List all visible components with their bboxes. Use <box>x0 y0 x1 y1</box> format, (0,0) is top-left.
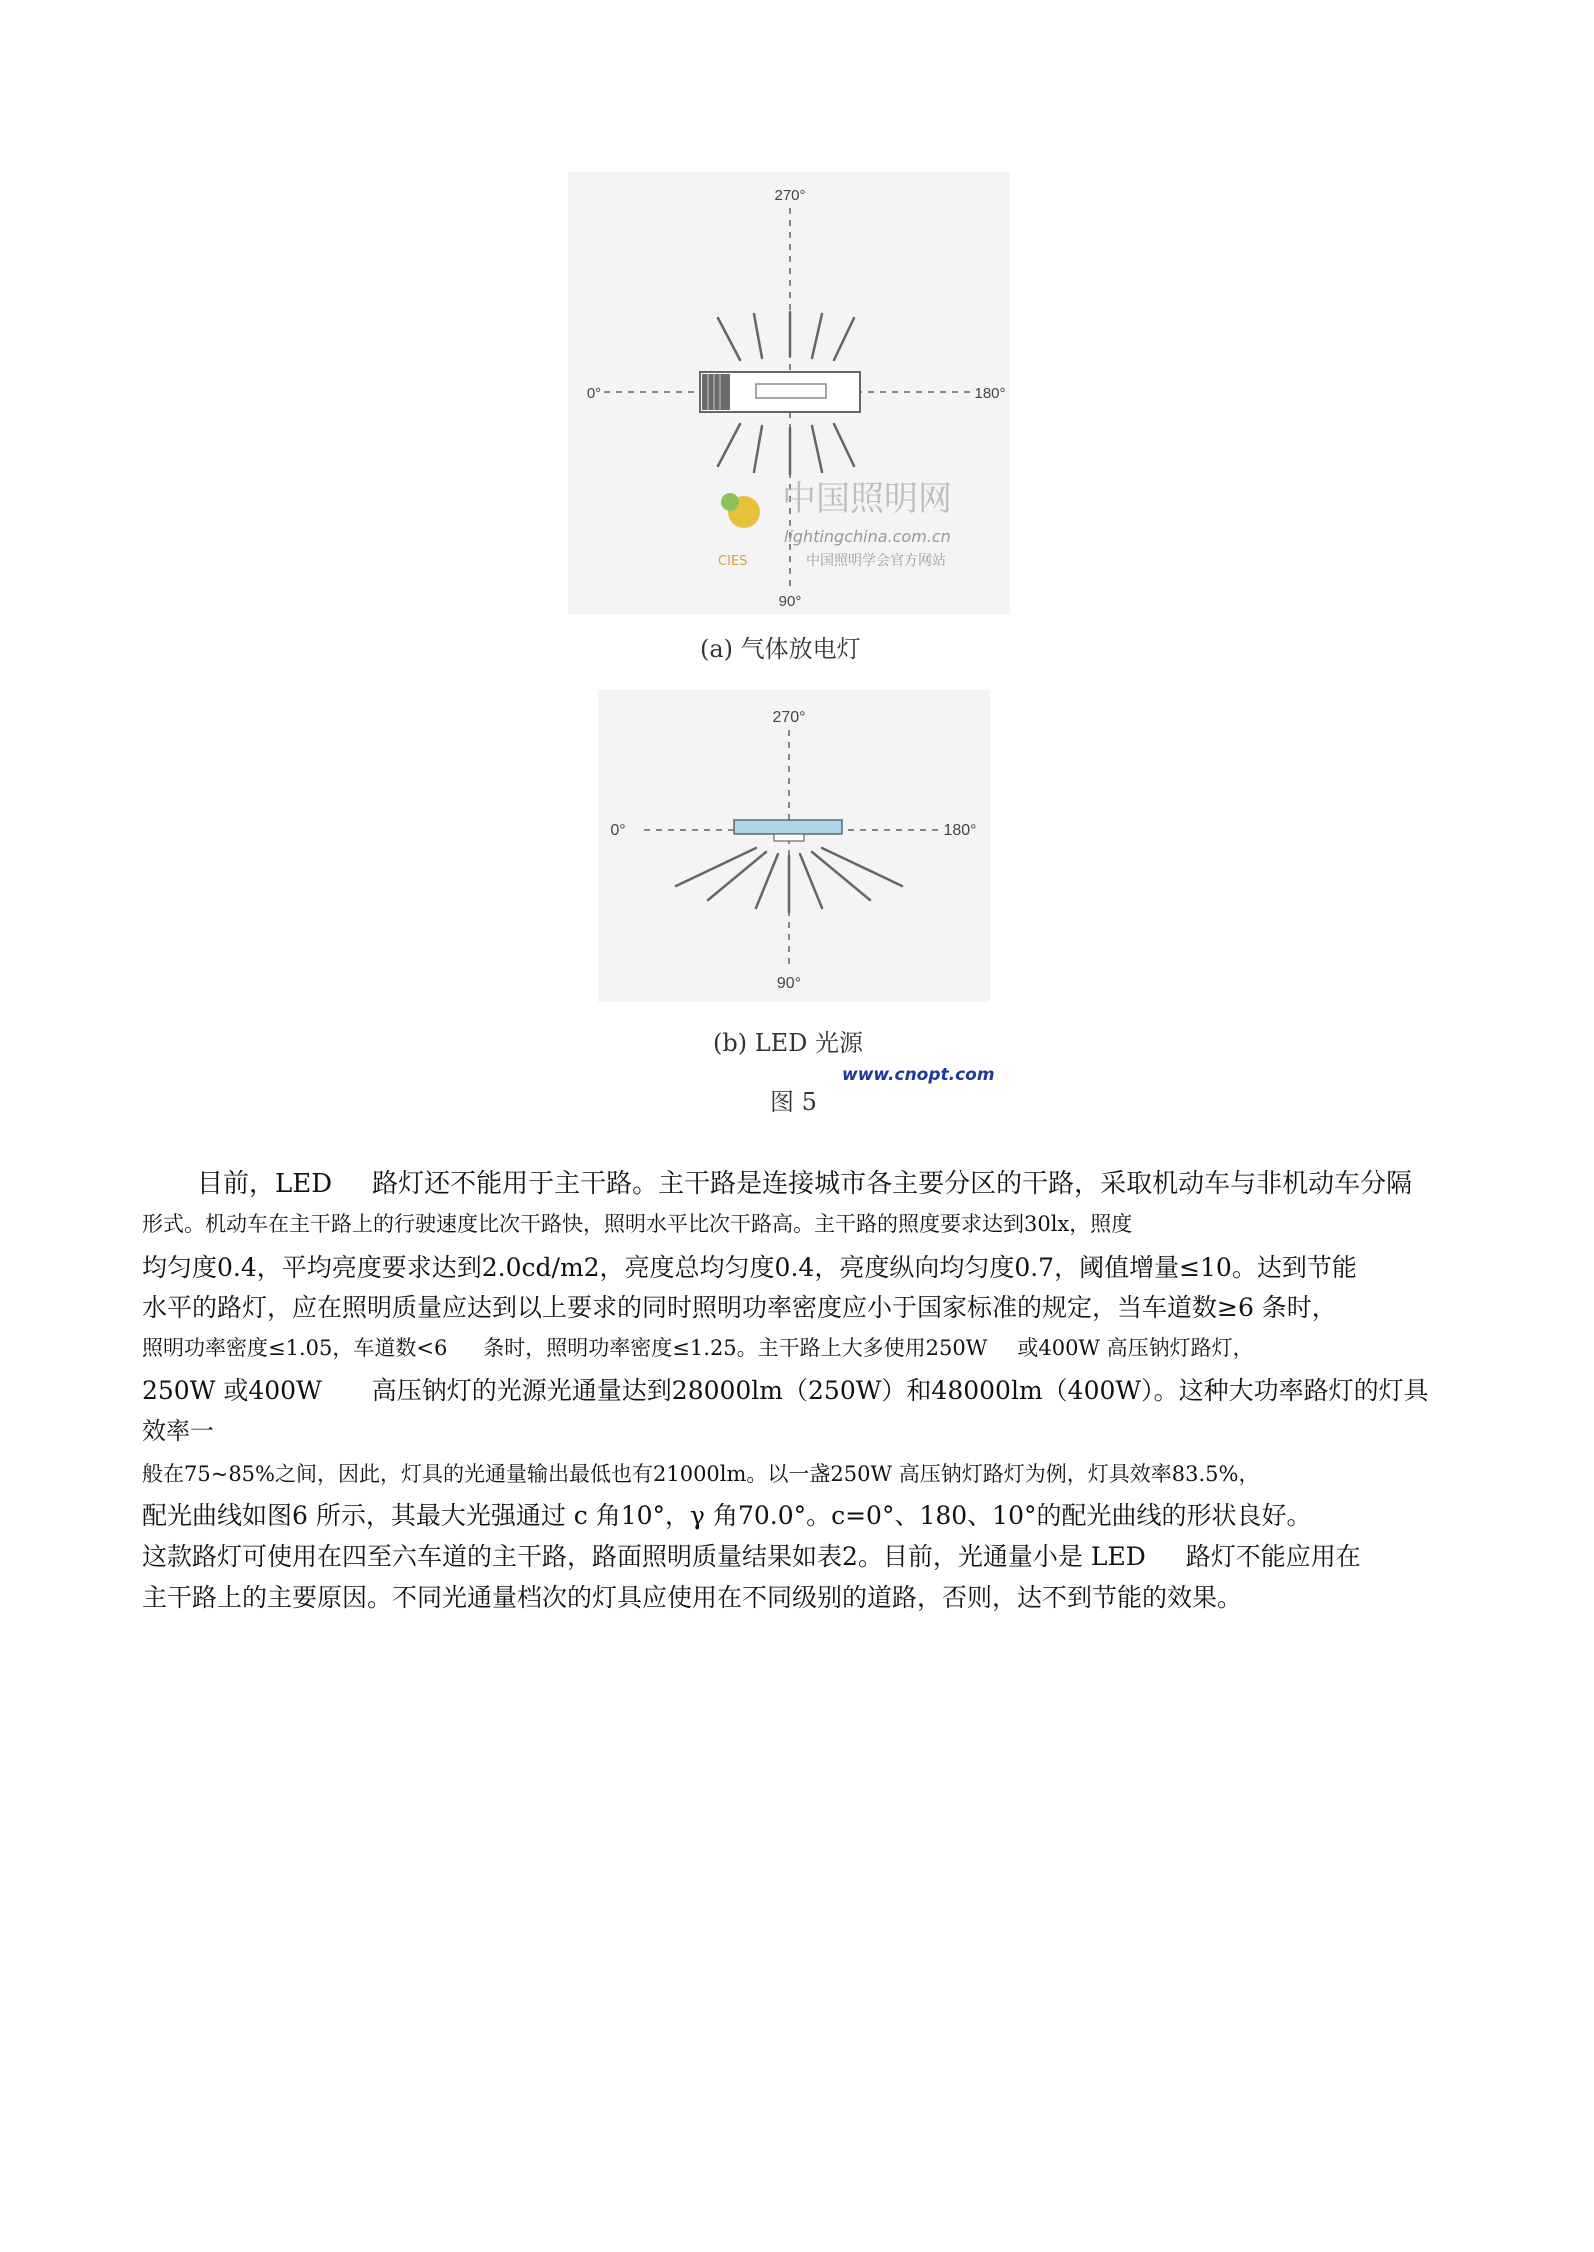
panel-a-angle-180: 180° <box>974 385 1006 402</box>
figure-label: 图 5 <box>770 1088 817 1116</box>
paragraph-line: 般在75~85%之间，因此，灯具的光通量输出最低也有21000lm。以一盏250W 高压钠灯路灯为例，灯具效率83.5%， <box>142 1462 1260 1486</box>
paragraph-line <box>142 1371 1429 1407</box>
panel-a-caption: (a) 气体放电灯 <box>700 635 861 663</box>
paragraph-line: 形式。机动车在主干路上的行驶速度比次干路快，照明水平比次干路高。主干路的照度要求达到30lx，照度 <box>142 1212 1133 1236</box>
panel-b-angle-0: 0° <box>610 822 626 839</box>
paragraph-line <box>142 1537 1361 1573</box>
panel-b-angle-180: 180° <box>943 822 977 839</box>
text-run: 路灯还不能用于主干路。主干路是连接城市各主要分区的干路，采取机动车与非机动车分隔 <box>372 1169 1413 1199</box>
text-run: 高压钠灯的光源光通量达到28000lm（250W）和48000lm（400W）。这种大功率路灯的灯具 <box>371 1376 1429 1405</box>
watermark-title: 中国照明网 <box>782 479 952 519</box>
text-run: 或400W 高压钠灯路灯， <box>1017 1336 1254 1360</box>
panel-b-angle-270: 270° <box>772 709 806 726</box>
text-run: 照明功率密度≤1.05，车道数<6 <box>142 1336 448 1360</box>
paragraph-line <box>197 1163 1412 1200</box>
paragraph-line: 效率一 <box>142 1417 214 1445</box>
text-run: 这款路灯可使用在四至六车道的主干路，路面照明质量结果如表2。目前，光通量小是 LED <box>142 1542 1146 1571</box>
watermark-subtitle: 中国照明学会官方网站 <box>806 553 946 569</box>
paragraph-line: 水平的路灯，应在照明质量应达到以上要求的同时照明功率密度应小于国家标准的规定，当车道数≥6 条时， <box>142 1293 1337 1322</box>
source-watermark: www.cnopt.com <box>842 1065 995 1085</box>
text-run: 250W 或400W <box>142 1376 322 1405</box>
text-run: 条时，照明功率密度≤1.25。主干路上大多使用250W <box>483 1336 988 1360</box>
paragraph-line: 配光曲线如图6 所示，其最大光强通过 c 角10°，γ 角70.0°。c=0°、180、10°的配光曲线的形状良好。 <box>142 1501 1312 1530</box>
watermark-url: lightingchina.com.cn <box>784 527 951 546</box>
watermark-logo-text: CIES <box>718 554 748 569</box>
panel-b-caption: (b) LED 光源 <box>713 1029 864 1057</box>
text-run: 路灯不能应用在 <box>1185 1542 1361 1571</box>
paragraph-line: 均匀度0.4，平均亮度要求达到2.0cd/m2，亮度总均匀度0.4，亮度纵向均匀度0.7，阈值增量≤10。达到节能 <box>142 1253 1357 1282</box>
panel-a-angle-0: 0° <box>586 385 602 402</box>
panel-a-angle-270: 270° <box>774 187 806 204</box>
text-run: 目前，LED <box>197 1169 333 1199</box>
paragraph-line: 主干路上的主要原因。不同光通量档次的灯具应使用在不同级别的道路，否则，达不到节能的效果。 <box>142 1583 1243 1612</box>
paragraph-line <box>142 1332 1254 1362</box>
panel-b-angle-90: 90° <box>776 975 802 992</box>
panel-a-angle-90: 90° <box>778 593 802 610</box>
